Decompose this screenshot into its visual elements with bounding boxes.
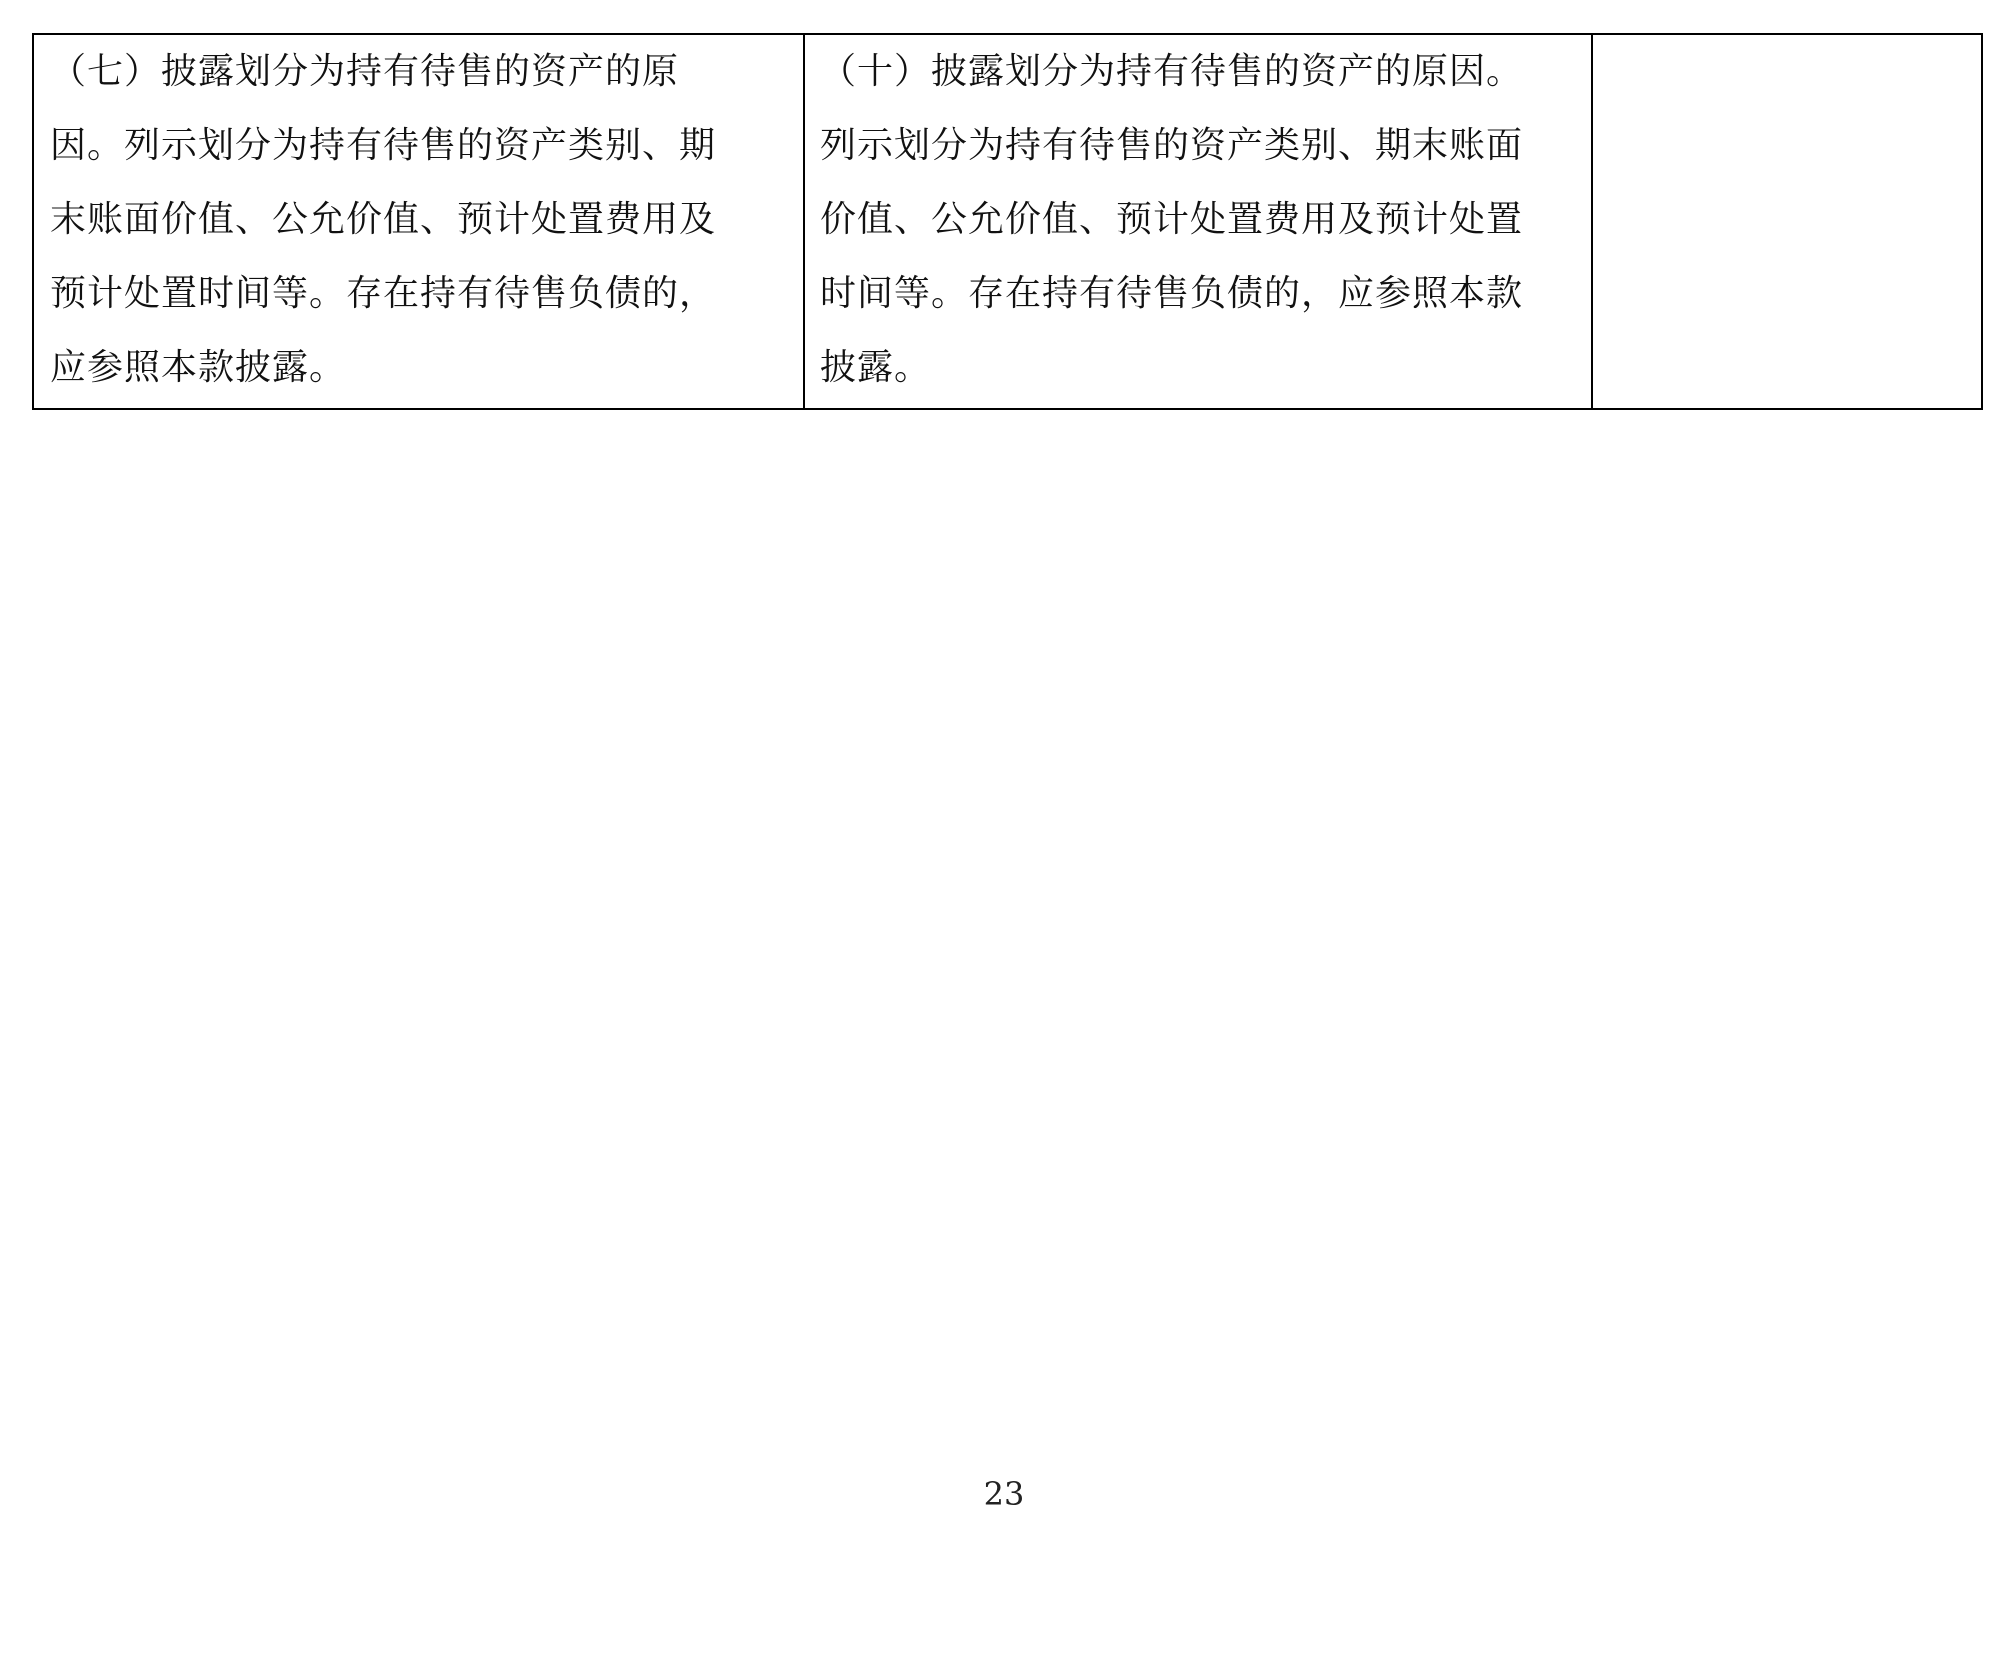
cell-text-original: （七）披露划分为持有待售的资产的原 因。列示划分为持有待售的资产类别、期 末账面价值、公允价值、预计处置费用及 预计处置时间等。存在持有待售负债的， 应参照本款披露。 (50, 51, 717, 388)
table-cell-original (34, 35, 803, 408)
table-cell-notes (1591, 35, 1981, 408)
page-number: 23 (983, 1475, 1025, 1513)
cell-text-revised: （十）披露划分为持有待售的资产的原因。 列示划分为持有待售的资产类别、期末账面 价值、公允价值、预计处置费用及预计处置 时间等。存在持有待售负债的，应参照本款 披露。 (820, 51, 1524, 388)
comparison-table (32, 33, 1983, 410)
table-cell-revised (803, 35, 1591, 408)
